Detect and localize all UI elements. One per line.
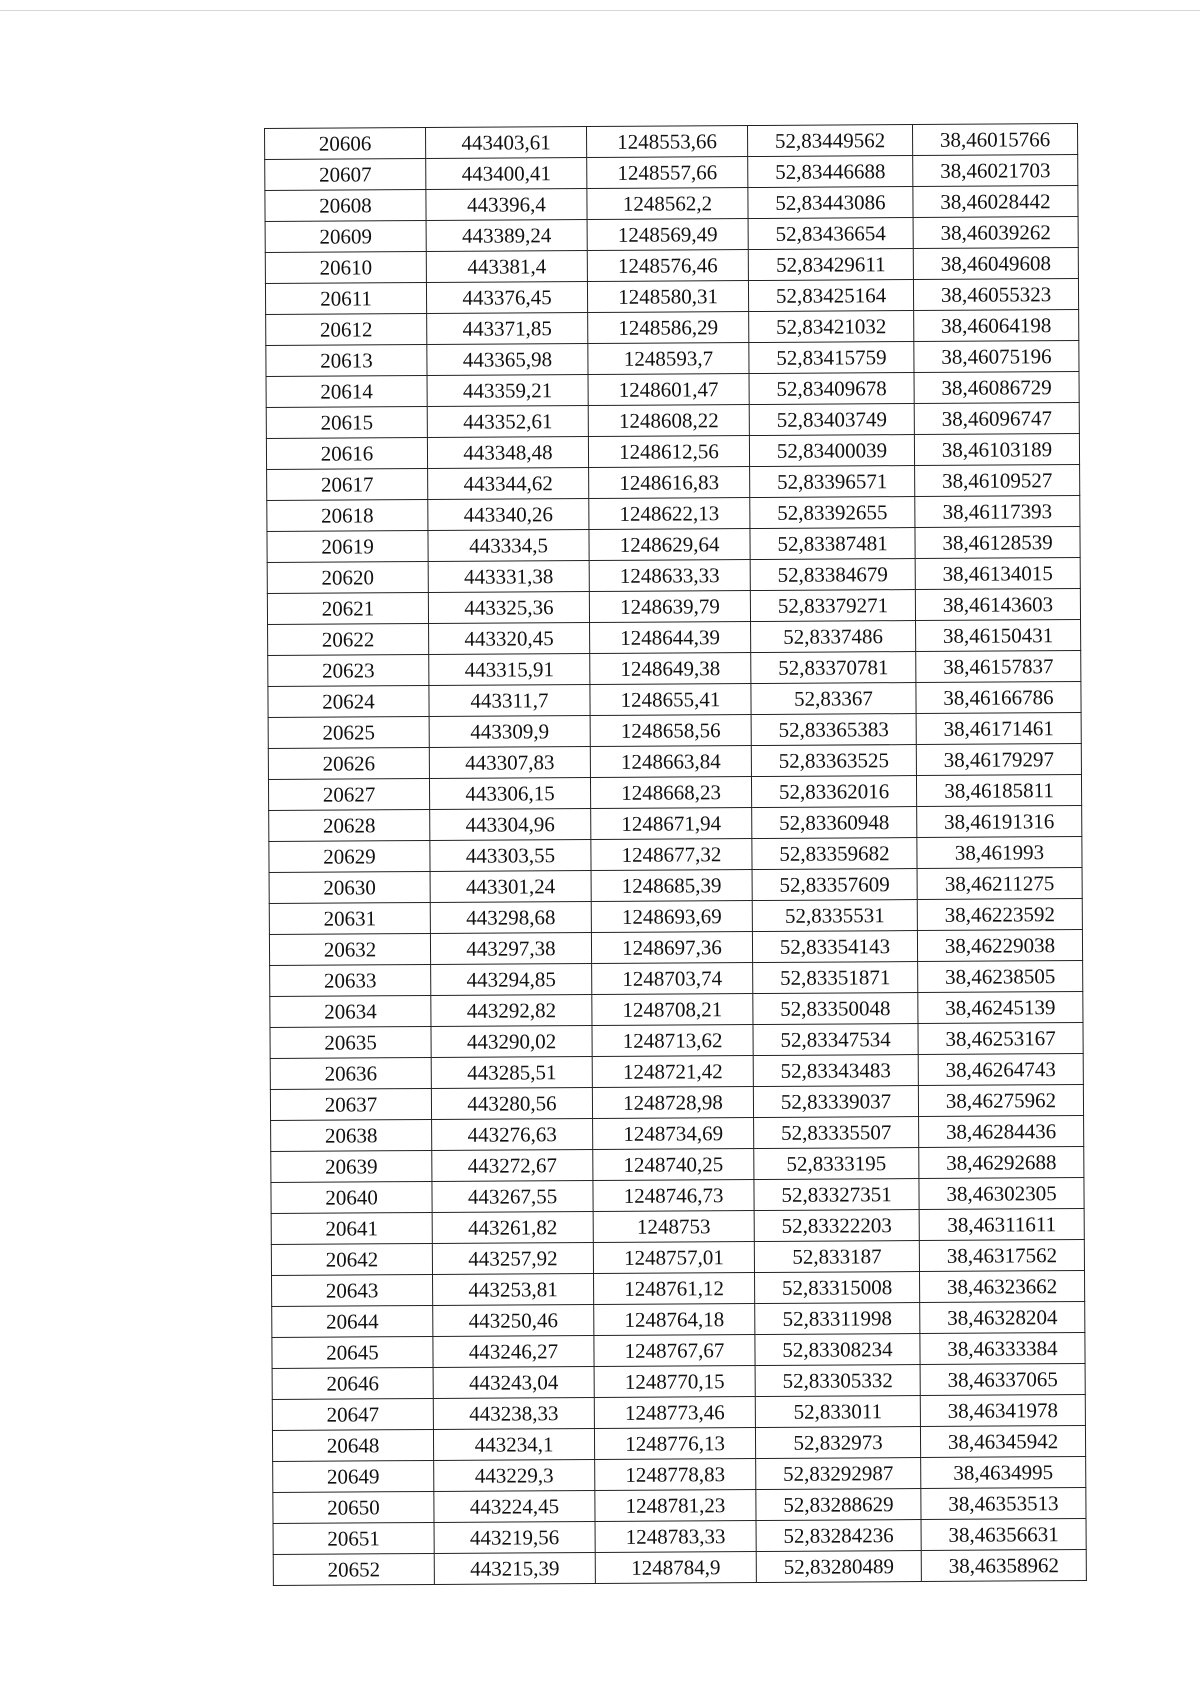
longitude-cell: 38,46064198 (914, 310, 1079, 342)
point-number-cell: 20610 (265, 252, 426, 284)
longitude-cell: 38,4634995 (921, 1457, 1086, 1489)
x-coordinate-cell: 443234,1 (433, 1429, 594, 1461)
longitude-cell: 38,46311611 (919, 1209, 1084, 1241)
y-coordinate-cell: 1248557,66 (587, 157, 748, 189)
x-coordinate-cell: 443315,91 (429, 654, 590, 686)
y-coordinate-cell: 1248697,36 (591, 932, 752, 964)
x-coordinate-cell: 443371,85 (427, 313, 588, 345)
table-row (273, 1550, 1086, 1586)
y-coordinate-cell: 1248671,94 (591, 808, 752, 840)
latitude-cell: 52,83365383 (751, 714, 916, 746)
y-coordinate-cell: 1248655,41 (590, 684, 751, 716)
y-coordinate-cell: 1248658,56 (590, 715, 751, 747)
y-coordinate-cell: 1248767,67 (594, 1335, 755, 1367)
latitude-cell: 52,833011 (755, 1396, 920, 1428)
latitude-cell: 52,83415759 (749, 342, 914, 374)
x-coordinate-cell: 443219,56 (434, 1522, 595, 1554)
latitude-cell: 52,83305332 (755, 1365, 920, 1397)
point-number-cell: 20646 (272, 1367, 433, 1399)
y-coordinate-cell: 1248721,42 (592, 1056, 753, 1088)
latitude-cell: 52,83400039 (749, 435, 914, 467)
y-coordinate-cell: 1248608,22 (588, 405, 749, 437)
longitude-cell: 38,46150431 (916, 620, 1081, 652)
longitude-cell: 38,46245139 (918, 992, 1083, 1024)
latitude-cell: 52,83436654 (748, 218, 913, 250)
x-coordinate-cell: 443253,81 (433, 1274, 594, 1306)
y-coordinate-cell: 1248778,83 (595, 1459, 756, 1491)
x-coordinate-cell: 443396,4 (426, 189, 587, 221)
x-coordinate-cell: 443290,02 (431, 1026, 592, 1058)
latitude-cell: 52,83315008 (755, 1272, 920, 1304)
point-number-cell: 20607 (265, 159, 426, 191)
point-number-cell: 20640 (271, 1181, 432, 1213)
point-number-cell: 20638 (271, 1119, 432, 1151)
y-coordinate-cell: 1248685,39 (591, 870, 752, 902)
latitude-cell: 52,83384679 (750, 559, 915, 591)
latitude-cell: 52,83288629 (756, 1489, 921, 1521)
y-coordinate-cell: 1248757,01 (593, 1242, 754, 1274)
longitude-cell: 38,46128539 (915, 527, 1080, 559)
latitude-cell: 52,83425164 (748, 280, 913, 312)
y-coordinate-cell: 1248601,47 (588, 374, 749, 406)
table-row (272, 1426, 1085, 1462)
x-coordinate-cell: 443389,24 (426, 220, 587, 252)
latitude-cell: 52,83339037 (753, 1086, 918, 1118)
point-number-cell: 20637 (270, 1088, 431, 1120)
table-row (267, 465, 1080, 501)
y-coordinate-cell: 1248781,23 (595, 1490, 756, 1522)
point-number-cell: 20611 (265, 283, 426, 315)
table-row (270, 1085, 1083, 1121)
x-coordinate-cell: 443294,85 (431, 964, 592, 996)
point-number-cell: 20618 (267, 500, 428, 532)
table-row (269, 806, 1082, 842)
table-row (266, 434, 1079, 470)
x-coordinate-cell: 443307,83 (429, 747, 590, 779)
x-coordinate-cell: 443381,4 (426, 251, 587, 283)
point-number-cell: 20648 (272, 1429, 433, 1461)
point-number-cell: 20608 (265, 190, 426, 222)
x-coordinate-cell: 443257,92 (432, 1243, 593, 1275)
longitude-cell: 38,46302305 (919, 1178, 1084, 1210)
latitude-cell: 52,83280489 (756, 1551, 921, 1583)
table-row (271, 1240, 1084, 1276)
x-coordinate-cell: 443344,62 (428, 468, 589, 500)
table-row (268, 744, 1081, 780)
point-number-cell: 20609 (265, 221, 426, 253)
longitude-cell: 38,46317562 (919, 1240, 1084, 1272)
y-coordinate-cell: 1248693,69 (591, 901, 752, 933)
x-coordinate-cell: 443301,24 (430, 871, 591, 903)
longitude-cell: 38,46157837 (916, 651, 1081, 683)
latitude-cell: 52,8337486 (751, 621, 916, 653)
longitude-cell: 38,46229038 (917, 930, 1082, 962)
latitude-cell: 52,83311998 (755, 1303, 920, 1335)
table-row (265, 217, 1078, 253)
point-number-cell: 20614 (266, 376, 427, 408)
x-coordinate-cell: 443276,63 (432, 1119, 593, 1151)
table-row (271, 1178, 1084, 1214)
latitude-cell: 52,83327351 (754, 1179, 919, 1211)
x-coordinate-cell: 443306,15 (429, 778, 590, 810)
longitude-cell: 38,46171461 (916, 713, 1081, 745)
longitude-cell: 38,46275962 (918, 1085, 1083, 1117)
longitude-cell: 38,46353513 (921, 1488, 1086, 1520)
table-row (270, 992, 1083, 1028)
point-number-cell: 20636 (270, 1057, 431, 1089)
table-row (272, 1395, 1085, 1431)
table-row (266, 341, 1079, 377)
x-coordinate-cell: 443298,68 (430, 902, 591, 934)
latitude-cell: 52,83403749 (749, 404, 914, 436)
table-row (270, 1023, 1083, 1059)
point-number-cell: 20639 (271, 1150, 432, 1182)
y-coordinate-cell: 1248784,9 (595, 1552, 756, 1584)
latitude-cell: 52,83362016 (751, 776, 916, 808)
x-coordinate-cell: 443246,27 (433, 1336, 594, 1368)
latitude-cell: 52,83363525 (751, 745, 916, 777)
latitude-cell: 52,832973 (755, 1427, 920, 1459)
longitude-cell: 38,46337065 (920, 1364, 1085, 1396)
longitude-cell: 38,46028442 (913, 186, 1078, 218)
longitude-cell: 38,46345942 (920, 1426, 1085, 1458)
longitude-cell: 38,46015766 (912, 124, 1077, 156)
table-row (270, 961, 1083, 997)
x-coordinate-cell: 443376,45 (426, 282, 587, 314)
longitude-cell: 38,46096747 (914, 403, 1079, 435)
table-row (265, 248, 1078, 284)
point-number-cell: 20621 (267, 593, 428, 625)
latitude-cell: 52,83335507 (754, 1117, 919, 1149)
point-number-cell: 20629 (269, 841, 430, 873)
longitude-cell: 38,46323662 (919, 1271, 1084, 1303)
y-coordinate-cell: 1248622,13 (589, 498, 750, 530)
longitude-cell: 38,46358962 (921, 1550, 1086, 1582)
table-row (269, 899, 1082, 935)
table-row (266, 403, 1079, 439)
point-number-cell: 20641 (271, 1212, 432, 1244)
x-coordinate-cell: 443359,21 (427, 375, 588, 407)
latitude-cell: 52,83446688 (748, 156, 913, 188)
point-number-cell: 20651 (273, 1522, 434, 1554)
longitude-cell: 38,46211275 (917, 868, 1082, 900)
longitude-cell: 38,46055323 (913, 279, 1078, 311)
table-row (272, 1333, 1085, 1369)
x-coordinate-cell: 443365,98 (427, 344, 588, 376)
point-number-cell: 20649 (273, 1460, 434, 1492)
table-row (268, 713, 1081, 749)
x-coordinate-cell: 443348,48 (427, 437, 588, 469)
point-number-cell: 20612 (266, 314, 427, 346)
point-number-cell: 20631 (269, 902, 430, 934)
x-coordinate-cell: 443292,82 (431, 995, 592, 1027)
longitude-cell: 38,46253167 (918, 1023, 1083, 1055)
x-coordinate-cell: 443311,7 (429, 685, 590, 717)
table-row (272, 1302, 1085, 1338)
y-coordinate-cell: 1248746,73 (593, 1180, 754, 1212)
latitude-cell: 52,83387481 (750, 528, 915, 560)
table-row (273, 1457, 1086, 1493)
point-number-cell: 20620 (267, 562, 428, 594)
y-coordinate-cell: 1248649,38 (590, 653, 751, 685)
scan-edge-line (0, 10, 1200, 11)
point-number-cell: 20626 (268, 748, 429, 780)
table-row (267, 527, 1080, 563)
latitude-cell: 52,833187 (754, 1241, 919, 1273)
y-coordinate-cell: 1248713,62 (592, 1025, 753, 1057)
table-row (267, 589, 1080, 625)
x-coordinate-cell: 443250,46 (433, 1305, 594, 1337)
y-coordinate-cell: 1248562,2 (587, 188, 748, 220)
latitude-cell: 52,83322203 (754, 1210, 919, 1242)
table-row (266, 310, 1079, 346)
table-row (267, 558, 1080, 594)
point-number-cell: 20644 (272, 1305, 433, 1337)
point-number-cell: 20613 (266, 345, 427, 377)
point-number-cell: 20645 (272, 1336, 433, 1368)
point-number-cell: 20615 (266, 407, 427, 439)
latitude-cell: 52,83357609 (752, 869, 917, 901)
y-coordinate-cell: 1248770,15 (594, 1366, 755, 1398)
latitude-cell: 52,83429611 (748, 249, 913, 281)
y-coordinate-cell: 1248633,33 (589, 560, 750, 592)
x-coordinate-cell: 443285,51 (431, 1057, 592, 1089)
table-row (265, 186, 1078, 222)
point-number-cell: 20619 (267, 531, 428, 563)
point-number-cell: 20625 (268, 717, 429, 749)
latitude-cell: 52,8335531 (752, 900, 917, 932)
x-coordinate-cell: 443309,9 (429, 716, 590, 748)
x-coordinate-cell: 443229,3 (434, 1460, 595, 1492)
y-coordinate-cell: 1248773,46 (594, 1397, 755, 1429)
longitude-cell: 38,46117393 (915, 496, 1080, 528)
latitude-cell: 52,83392655 (750, 497, 915, 529)
table-row (273, 1488, 1086, 1524)
table-row (272, 1271, 1085, 1307)
point-number-cell: 20627 (268, 779, 429, 811)
x-coordinate-cell: 443352,61 (427, 406, 588, 438)
table-row (268, 775, 1081, 811)
x-coordinate-cell: 443303,55 (430, 840, 591, 872)
y-coordinate-cell: 1248644,39 (590, 622, 751, 654)
latitude-cell: 52,83379271 (750, 590, 915, 622)
point-number-cell: 20628 (269, 810, 430, 842)
x-coordinate-cell: 443325,36 (428, 592, 589, 624)
table-row (271, 1116, 1084, 1152)
table-row (273, 1519, 1086, 1555)
y-coordinate-cell: 1248668,23 (590, 777, 751, 809)
longitude-cell: 38,46333384 (920, 1333, 1085, 1365)
y-coordinate-cell: 1248764,18 (594, 1304, 755, 1336)
x-coordinate-cell: 443243,04 (433, 1367, 594, 1399)
x-coordinate-cell: 443267,55 (432, 1181, 593, 1213)
latitude-cell: 52,83421032 (749, 311, 914, 343)
latitude-cell: 52,83350048 (753, 993, 918, 1025)
longitude-cell: 38,46021703 (913, 155, 1078, 187)
y-coordinate-cell: 1248753 (593, 1211, 754, 1243)
table-row (268, 682, 1081, 718)
longitude-cell: 38,46191316 (917, 806, 1082, 838)
table-row (271, 1209, 1084, 1245)
table-row (269, 837, 1082, 873)
y-coordinate-cell: 1248580,31 (587, 281, 748, 313)
longitude-cell: 38,46134015 (915, 558, 1080, 590)
longitude-cell: 38,46075196 (914, 341, 1079, 373)
y-coordinate-cell: 1248776,13 (594, 1428, 755, 1460)
point-number-cell: 20650 (273, 1491, 434, 1523)
longitude-cell: 38,46356631 (921, 1519, 1086, 1551)
latitude-cell: 52,83308234 (755, 1334, 920, 1366)
point-number-cell: 20617 (267, 469, 428, 501)
y-coordinate-cell: 1248783,33 (595, 1521, 756, 1553)
point-number-cell: 20634 (270, 995, 431, 1027)
latitude-cell: 52,83449562 (747, 125, 912, 157)
latitude-cell: 52,83292987 (756, 1458, 921, 1490)
longitude-cell: 38,46284436 (919, 1116, 1084, 1148)
latitude-cell: 52,83367 (751, 683, 916, 715)
latitude-cell: 52,83347534 (753, 1024, 918, 1056)
point-number-cell: 20635 (270, 1026, 431, 1058)
table-row (268, 620, 1081, 656)
point-number-cell: 20633 (270, 964, 431, 996)
coordinates-table (264, 123, 1087, 1586)
table-row (267, 496, 1080, 532)
y-coordinate-cell: 1248593,7 (588, 343, 749, 375)
table-row (269, 930, 1082, 966)
y-coordinate-cell: 1248761,12 (594, 1273, 755, 1305)
point-number-cell: 20616 (266, 438, 427, 470)
longitude-cell: 38,46264743 (918, 1054, 1083, 1086)
x-coordinate-cell: 443224,45 (434, 1491, 595, 1523)
latitude-cell: 52,83351871 (753, 962, 918, 994)
table-row (270, 1054, 1083, 1090)
longitude-cell: 38,46109527 (915, 465, 1080, 497)
longitude-cell: 38,46185811 (916, 775, 1081, 807)
point-number-cell: 20630 (269, 871, 430, 903)
longitude-cell: 38,461993 (917, 837, 1082, 869)
longitude-cell: 38,46179297 (916, 744, 1081, 776)
latitude-cell: 52,8333195 (754, 1148, 919, 1180)
longitude-cell: 38,46341978 (920, 1395, 1085, 1427)
latitude-cell: 52,83360948 (752, 807, 917, 839)
table-row (265, 155, 1078, 191)
latitude-cell: 52,83370781 (751, 652, 916, 684)
table-row (269, 868, 1082, 904)
coordinates-table-body (265, 124, 1087, 1586)
x-coordinate-cell: 443340,26 (428, 499, 589, 531)
longitude-cell: 38,46223592 (917, 899, 1082, 931)
longitude-cell: 38,46238505 (918, 961, 1083, 993)
point-number-cell: 20622 (268, 624, 429, 656)
y-coordinate-cell: 1248740,25 (593, 1149, 754, 1181)
longitude-cell: 38,46292688 (919, 1147, 1084, 1179)
x-coordinate-cell: 443261,82 (432, 1212, 593, 1244)
y-coordinate-cell: 1248639,79 (589, 591, 750, 623)
y-coordinate-cell: 1248677,32 (591, 839, 752, 871)
x-coordinate-cell: 443297,38 (430, 933, 591, 965)
y-coordinate-cell: 1248616,83 (589, 467, 750, 499)
x-coordinate-cell: 443215,39 (434, 1553, 595, 1585)
longitude-cell: 38,46086729 (914, 372, 1079, 404)
table-row (265, 124, 1078, 160)
latitude-cell: 52,83443086 (748, 187, 913, 219)
latitude-cell: 52,83284236 (756, 1520, 921, 1552)
x-coordinate-cell: 443320,45 (429, 623, 590, 655)
latitude-cell: 52,83354143 (752, 931, 917, 963)
y-coordinate-cell: 1248734,69 (593, 1118, 754, 1150)
x-coordinate-cell: 443400,41 (426, 158, 587, 190)
longitude-cell: 38,46103189 (914, 434, 1079, 466)
x-coordinate-cell: 443304,96 (430, 809, 591, 841)
x-coordinate-cell: 443238,33 (433, 1398, 594, 1430)
table-row (272, 1364, 1085, 1400)
x-coordinate-cell: 443334,5 (428, 530, 589, 562)
y-coordinate-cell: 1248586,29 (588, 312, 749, 344)
point-number-cell: 20623 (268, 655, 429, 687)
y-coordinate-cell: 1248629,64 (589, 529, 750, 561)
y-coordinate-cell: 1248663,84 (590, 746, 751, 778)
x-coordinate-cell: 443280,56 (431, 1088, 592, 1120)
table-row (268, 651, 1081, 687)
point-number-cell: 20652 (273, 1553, 434, 1585)
y-coordinate-cell: 1248569,49 (587, 219, 748, 251)
table-row (271, 1147, 1084, 1183)
x-coordinate-cell: 443272,67 (432, 1150, 593, 1182)
latitude-cell: 52,83396571 (750, 466, 915, 498)
point-number-cell: 20624 (268, 686, 429, 718)
point-number-cell: 20606 (265, 128, 426, 160)
x-coordinate-cell: 443331,38 (428, 561, 589, 593)
y-coordinate-cell: 1248728,98 (592, 1087, 753, 1119)
longitude-cell: 38,46328204 (920, 1302, 1085, 1334)
table-row (266, 372, 1079, 408)
y-coordinate-cell: 1248576,46 (587, 250, 748, 282)
point-number-cell: 20642 (271, 1243, 432, 1275)
y-coordinate-cell: 1248703,74 (592, 963, 753, 995)
longitude-cell: 38,46039262 (913, 217, 1078, 249)
point-number-cell: 20643 (272, 1274, 433, 1306)
table-row (265, 279, 1078, 315)
y-coordinate-cell: 1248612,56 (588, 436, 749, 468)
latitude-cell: 52,83409678 (749, 373, 914, 405)
latitude-cell: 52,83343483 (753, 1055, 918, 1087)
latitude-cell: 52,83359682 (752, 838, 917, 870)
x-coordinate-cell: 443403,61 (426, 127, 587, 159)
y-coordinate-cell: 1248708,21 (592, 994, 753, 1026)
y-coordinate-cell: 1248553,66 (586, 126, 747, 158)
longitude-cell: 38,46143603 (915, 589, 1080, 621)
longitude-cell: 38,46049608 (913, 248, 1078, 280)
point-number-cell: 20632 (269, 933, 430, 965)
point-number-cell: 20647 (272, 1398, 433, 1430)
longitude-cell: 38,46166786 (916, 682, 1081, 714)
